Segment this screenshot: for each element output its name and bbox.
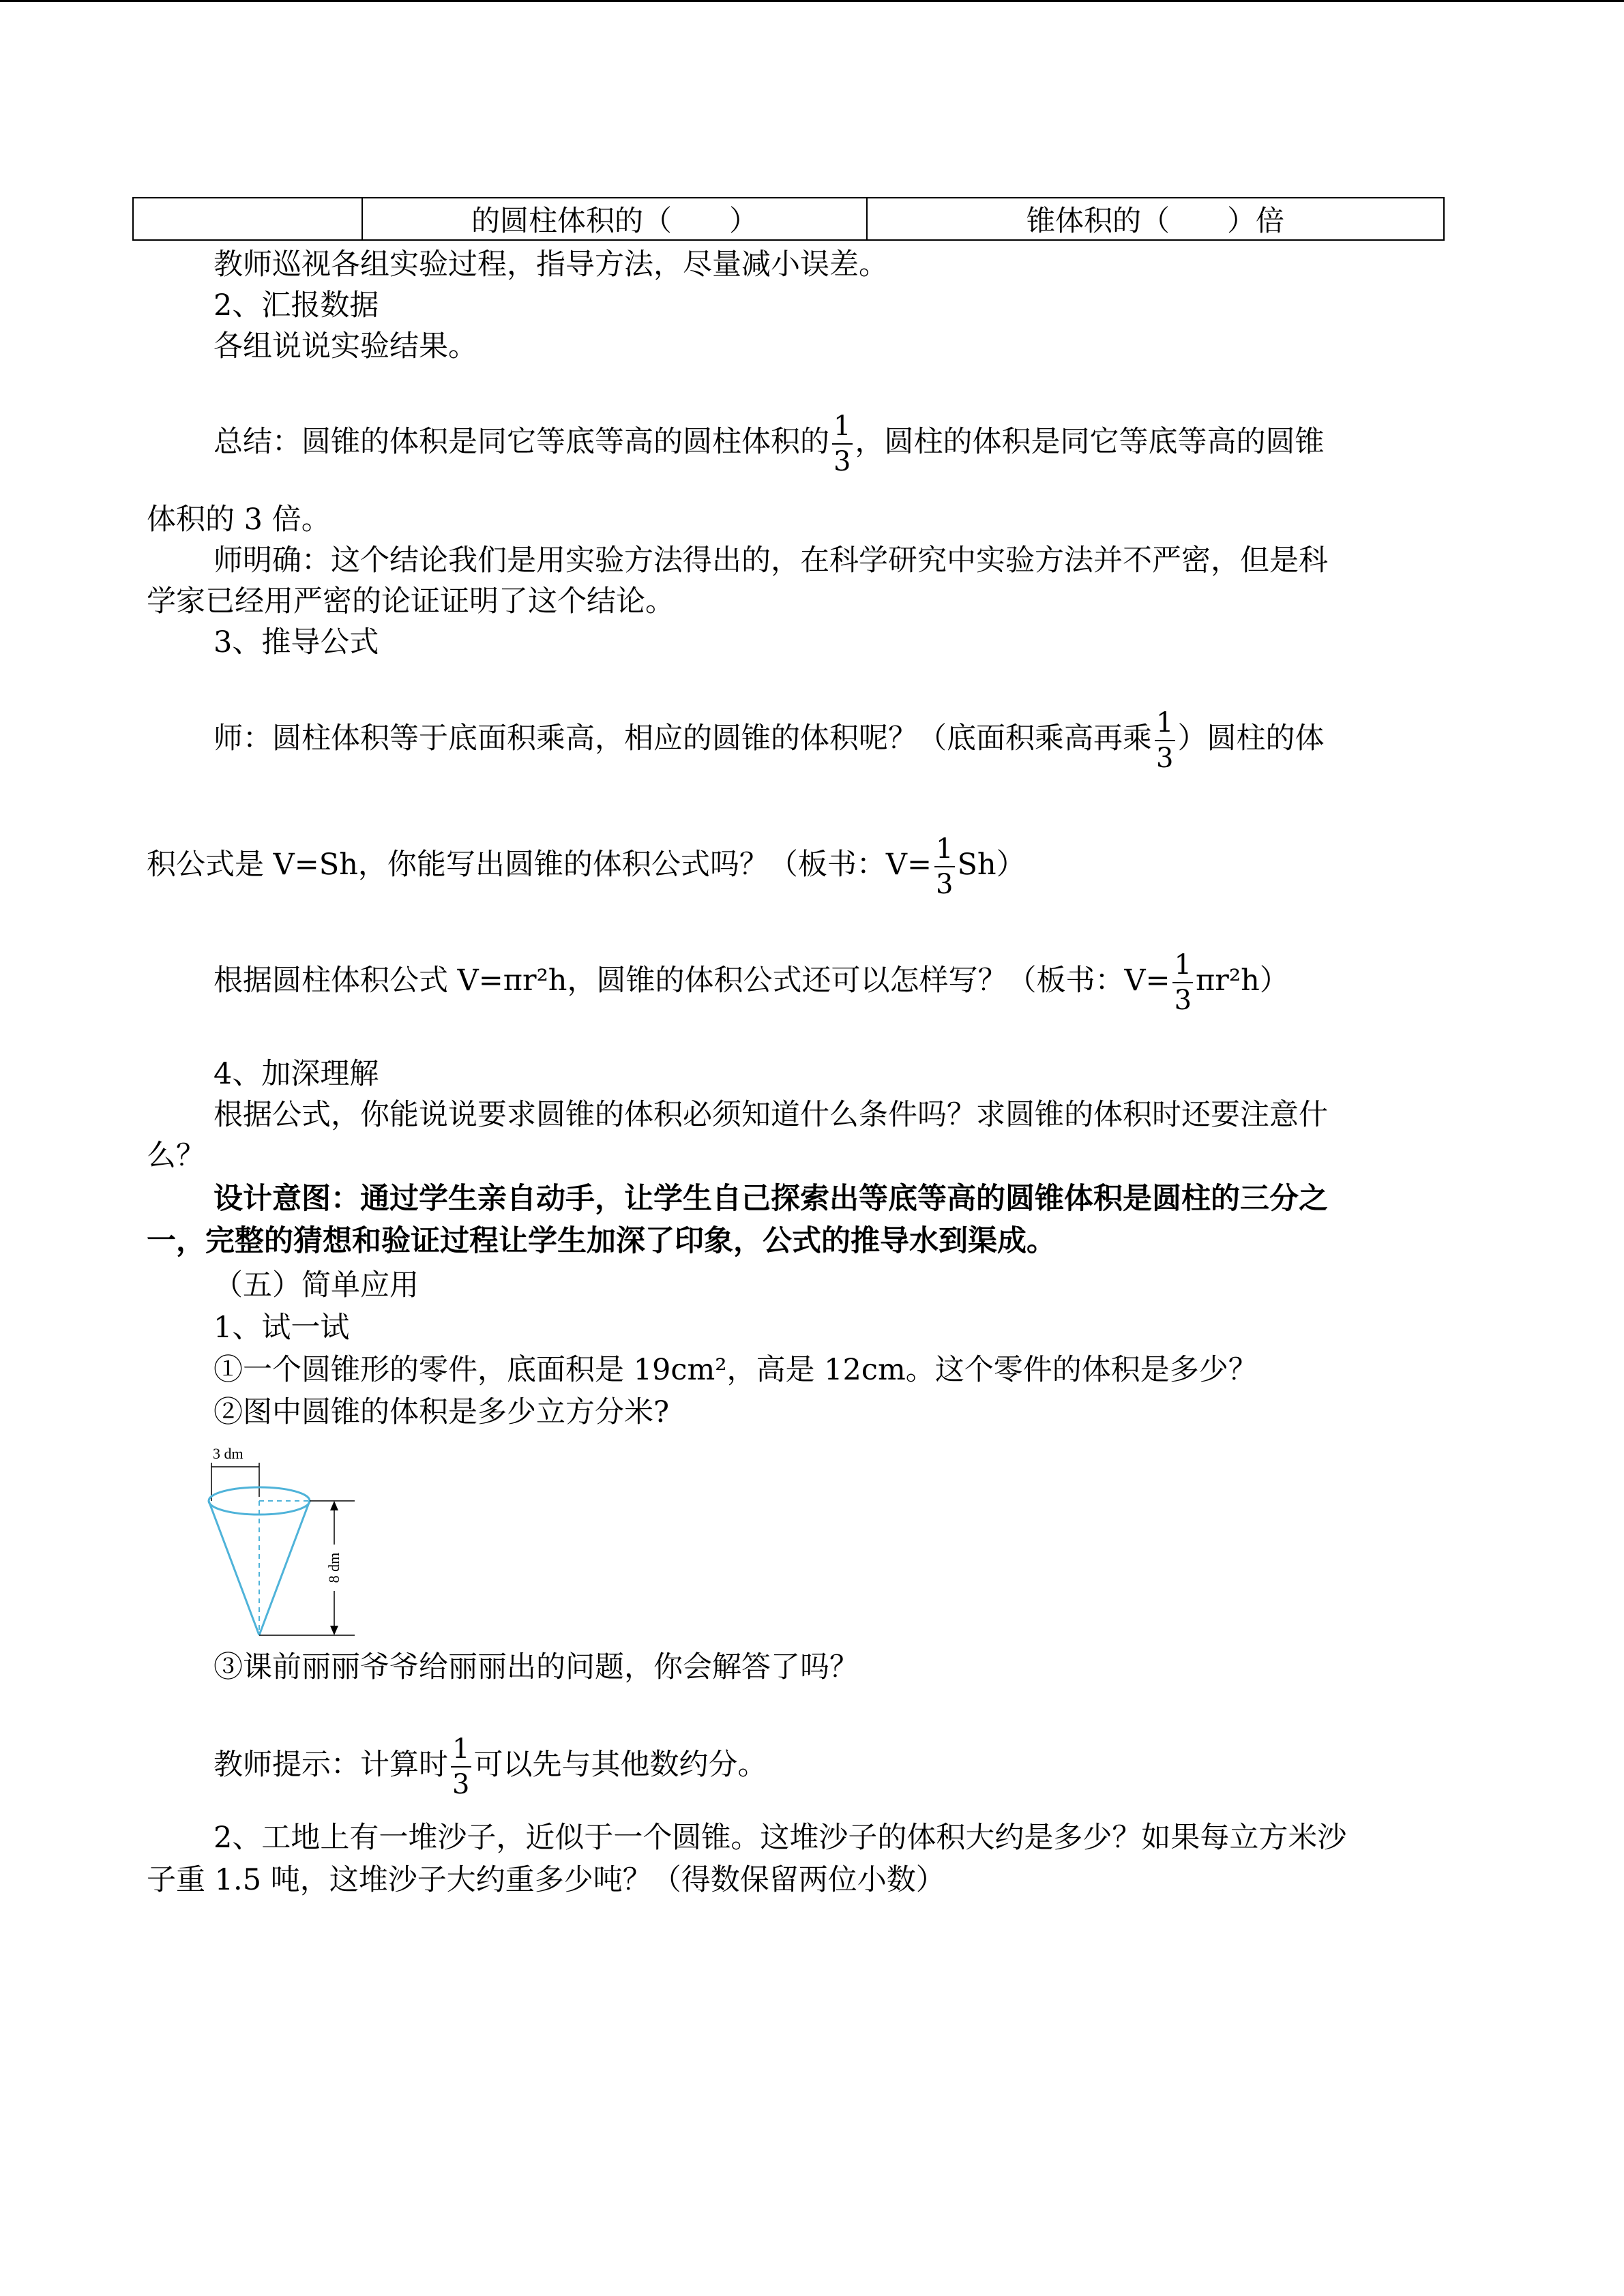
fraction-denominator: 3 [1174,985,1192,1016]
table-cell: 锥体积的（ ）倍 [867,198,1444,240]
fraction-one-third [449,1732,472,1802]
page-top-border [0,0,1624,2]
exercise-item: 2、工地上有一堆沙子，近似于一个圆锥。这堆沙子的体积大约是多少？如果每立方米沙 [213,1821,1347,1855]
section-heading: 1、试一试 [213,1311,350,1345]
paragraph: 教师巡视各组实验过程，指导方法，尽量减小误差。 [213,248,888,282]
fraction-numerator: 1 [1156,707,1174,739]
height-label: 8 dm [325,1552,342,1583]
fraction-one-third [933,832,956,901]
text: 师：圆柱体积等于底面积乘高，相应的圆锥的体积呢？（底面积乘高再乘 [213,721,1152,756]
paragraph: 学家已经用严密的论证证明了这个结论。 [147,584,675,618]
fraction-one-third [831,409,853,479]
cone-figure [198,1442,375,1647]
design-intent: 一，完整的猜想和验证过程让学生加深了印象，公式的推导水到渠成。 [147,1224,1056,1258]
table-row [133,198,1444,240]
fraction-denominator: 3 [1156,743,1174,774]
height-arrow-up [330,1501,338,1510]
paragraph [147,832,1026,901]
fraction-one-third [1172,948,1194,1017]
text: ）圆柱的体 [1177,721,1325,756]
cone-side-left [209,1501,259,1635]
text: 总结：圆锥的体积是同它等底等高的圆柱体积的 [213,425,829,459]
paragraph: 么？ [147,1139,205,1173]
fraction-one-third [1153,706,1176,775]
experiment-table [132,197,1445,241]
design-intent: 设计意图：通过学生亲自动手，让学生自己探索出等底等高的圆锥体积是圆柱的三分之 [213,1182,1328,1216]
paragraph [213,706,1324,775]
text: Sh） [957,848,1026,882]
fraction-denominator: 3 [936,869,954,900]
paragraph: 师明确：这个结论我们是用实验方法得出的，在科学研究中实验方法并不严密，但是科 [213,543,1328,578]
section-heading: 2、汇报数据 [213,288,379,323]
fraction-numerator: 1 [936,833,954,865]
text: 积公式是 V=Sh，你能写出圆锥的体积公式吗？（板书：V= [147,848,932,882]
paragraph [213,1732,767,1802]
section-heading: 4、加深理解 [213,1057,379,1091]
fraction-numerator: 1 [833,411,851,442]
exercise-item: ③课前丽丽爷爷给丽丽出的问题，你会解答了吗？ [213,1650,859,1684]
exercise-item: ①一个圆锥形的零件，底面积是 19cm²，高是 12cm。这个零件的体积是多少？ [213,1353,1258,1387]
text: 可以先与其他数约分。 [473,1748,767,1782]
fraction-numerator: 1 [452,1733,470,1765]
section-heading: 3、推导公式 [213,625,379,659]
paragraph: 各组说说实验结果。 [213,329,477,363]
section-heading: （五）简单应用 [213,1268,419,1302]
exercise-item: 子重 1.5 吨，这堆沙子大约重多少吨？（得数保留两位小数） [147,1863,945,1897]
paragraph: 根据公式，你能说说要求圆锥的体积必须知道什么条件吗？求圆锥的体积时还要注意什 [213,1098,1328,1132]
text: 根据圆柱体积公式 V=πr²h，圆锥的体积公式还可以怎样写？（板书：V= [213,964,1170,998]
table-cell: 的圆柱体积的（ ） [362,198,867,240]
table-cell [133,198,362,240]
fraction-denominator: 3 [833,446,851,477]
exercise-item: ②图中圆锥的体积是多少立方分米? [213,1395,670,1429]
fraction-denominator: 3 [452,1769,470,1800]
paragraph: 体积的 3 倍。 [147,503,331,537]
paragraph [213,409,1324,479]
fraction-numerator: 1 [1174,949,1192,981]
paragraph [213,948,1289,1017]
text: ，圆柱的体积是同它等底等高的圆锥 [855,425,1325,459]
cone-side-right [259,1501,310,1635]
text: πr²h） [1196,964,1289,998]
text: 教师提示：计算时 [213,1748,448,1782]
radius-label: 3 dm [213,1445,243,1462]
height-arrow-down [330,1626,338,1635]
